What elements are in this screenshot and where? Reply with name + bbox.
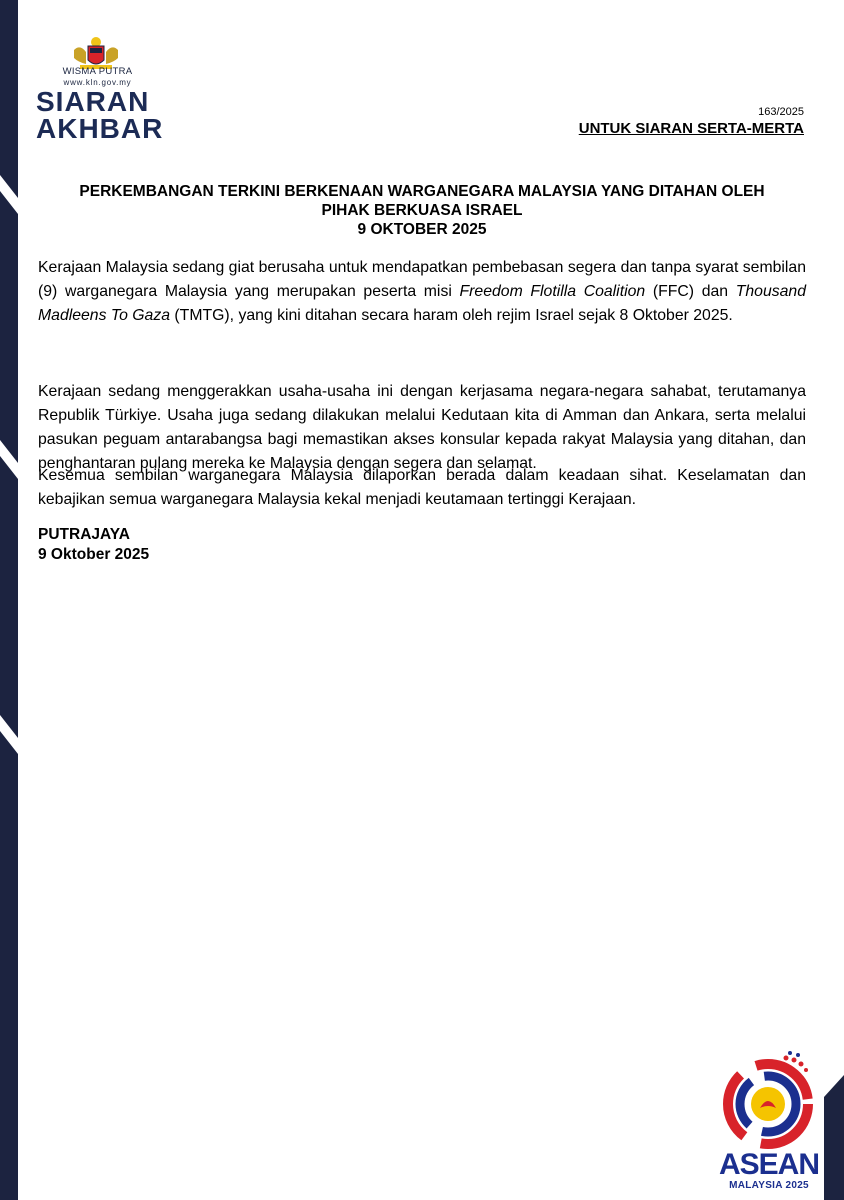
title-line-1: PERKEMBANGAN TERKINI BERKENAAN WARGANEGARA MALAYSIA YANG DITAHAN OLEH [79, 183, 765, 200]
tmtg-name: Thousand Madleens To Gaza [38, 283, 806, 324]
paragraph-1 [38, 256, 806, 328]
asean-logo-subtitle: MALAYSIA 2025 [729, 1180, 809, 1191]
reference-number: 163/2025 [758, 106, 804, 118]
paragraph-2: Kerajaan sedang menggerakkan usaha-usaha ini dengan kerjasama negara-negara sahabat, terutamanya Republik Türkiye. Usaha juga sedang dilakukan melalui Kedutaan kita di Amman dan Ankara, serta melalui pasukan peguam antarabangsa bagi memastikan akses konsular kepada rakyat Malaysia yang ditahan, dan penghantaran pulang mereka ke Malaysia dengan segera dan selamat. [38, 383, 806, 472]
org-url: www.kln.gov.my [63, 78, 132, 87]
org-name: WISMA PUTRA [62, 66, 133, 77]
siaran-akhbar-heading [36, 88, 163, 142]
release-notice: UNTUK SIARAN SERTA-MERTA [578, 120, 804, 137]
paragraph-1-part-b: (FFC) dan [645, 283, 736, 300]
ffc-name: Freedom Flotilla Coalition [459, 283, 646, 300]
left-decorative-band [0, 0, 18, 1200]
heading-line-2: AKHBAR [36, 113, 164, 144]
coat-of-arms-icon [68, 36, 124, 70]
title-line-2: PIHAK BERKUASA ISRAEL [321, 202, 523, 219]
signoff-date: 9 Oktober 2025 [38, 546, 150, 563]
asean-logo-word: ASEAN [718, 1148, 819, 1181]
paragraph-1-part-a: Kerajaan Malaysia sedang giat berusaha untuk mendapatkan pembebasan segera dan tanpa syarat sembilan (9) warganegara Malaysia yang merupakan peserta misi [38, 259, 806, 300]
right-decorative-band [824, 1075, 844, 1200]
signoff-place: PUTRAJAYA [38, 526, 130, 543]
paragraph-3: Kesemua sembilan warganegara Malaysia dilaporkan berada dalam keadaan sihat. Keselamatan dan kebajikan semua warganegara Malaysia kekal menjadi keutamaan tertinggi Kerajaan. [38, 467, 806, 508]
title-date: 9 OKTOBER 2025 [357, 221, 487, 238]
asean-malaysia-2025-logo-icon [718, 1048, 818, 1156]
paragraph-1-part-c: (TMTG), yang kini ditahan secara haram oleh rejim Israel sejak 8 Oktober 2025. [170, 307, 733, 324]
heading-line-1: SIARAN [36, 86, 150, 117]
